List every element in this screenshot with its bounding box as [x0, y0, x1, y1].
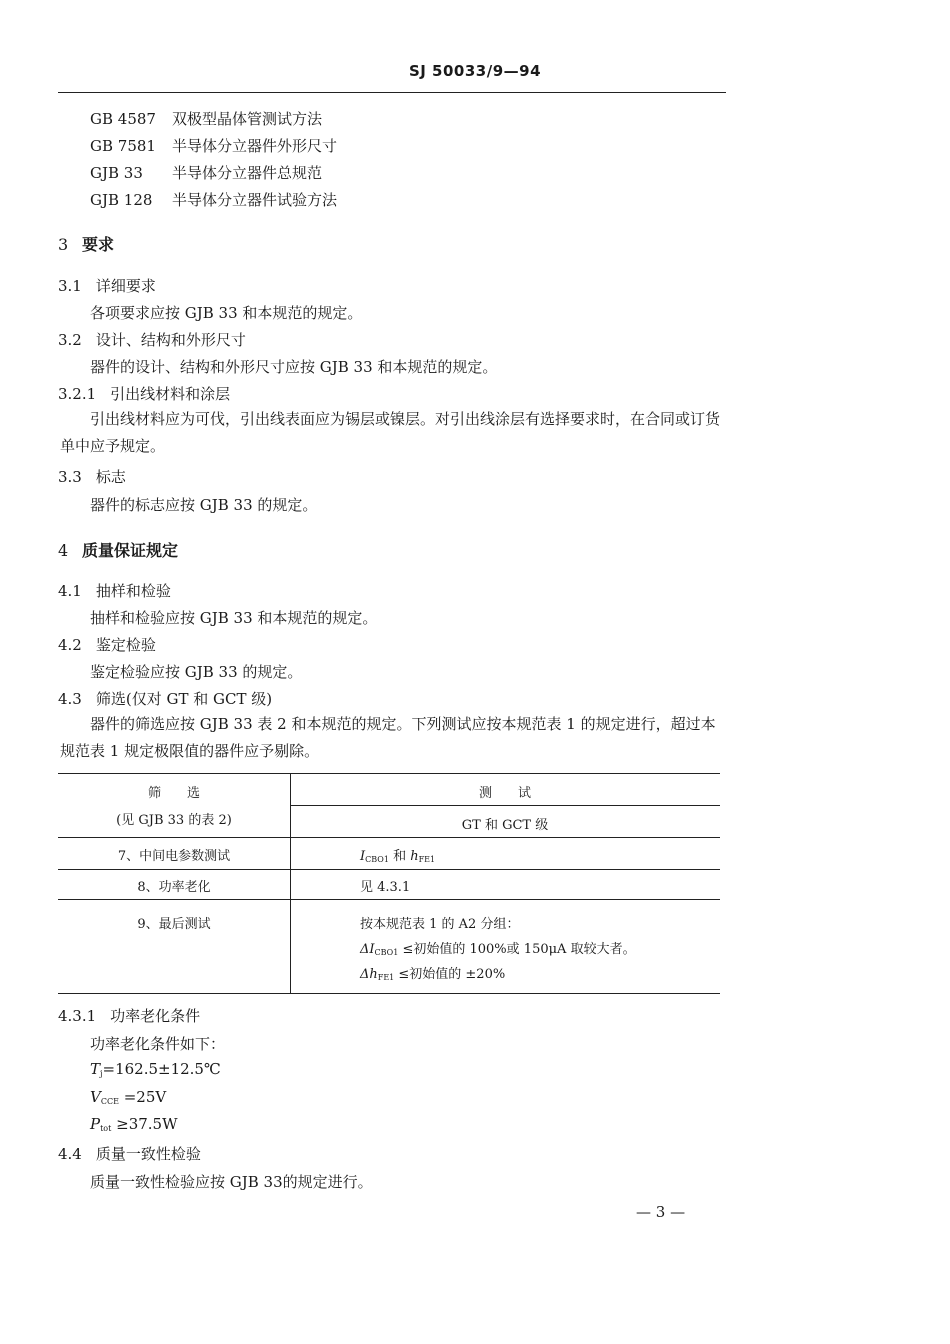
section-title: 质量一致性检验 [95, 1145, 201, 1163]
section-4-3-1-heading [58, 1005, 200, 1026]
section-4-2-body: 鉴定检验应按 GJB 33 的规定。 [90, 663, 303, 681]
page-header: SJ 50033/9—94 [408, 62, 542, 80]
section-number: 4.4 [58, 1145, 82, 1163]
section-3-2-1-body: 引出线材料应为可伐，引出线表面应为锡层或镍层。对引出线涂层有选择要求时，在合同或订货单中应予规定。 [60, 410, 721, 455]
table-rule-subheader [290, 805, 720, 806]
section-number: 4.2 [58, 636, 82, 654]
burn-in-intro: 功率老化条件如下： [90, 1035, 226, 1053]
section-4-3-heading [58, 688, 272, 709]
reference-item [90, 189, 337, 210]
section-4-1-body: 抽样和检验应按 GJB 33 和本规范的规定。 [90, 609, 378, 627]
section-4-heading [58, 538, 178, 561]
criterion: ≤初始值的 ±20% [398, 967, 506, 982]
section-title: 标志 [95, 468, 126, 486]
subscript: FE1 [418, 855, 436, 864]
table-cell-test-line1: 按本规范表 1 的 A2 分组： [360, 917, 520, 932]
reference-title: 半导体分立器件总规范 [172, 164, 323, 182]
section-3-2-heading [58, 329, 246, 350]
section-number: 3.2.1 [58, 385, 97, 403]
symbol: h [410, 849, 419, 864]
section-title: 功率老化条件 [110, 1007, 201, 1025]
section-number: 3.3 [58, 468, 82, 486]
symbol: I [360, 849, 366, 864]
symbol: P [90, 1115, 101, 1133]
section-title: 详细要求 [95, 277, 156, 295]
section-title: 设计、结构和外形尺寸 [95, 331, 246, 349]
table-rule-bottom [58, 993, 720, 994]
table-col1-subtitle: (见 GJB 33 的表 2) [116, 813, 232, 828]
table-cell-screen: 7、中间电参数测试 [117, 849, 231, 864]
table-cell-test [360, 845, 435, 864]
section-4-2-heading [58, 634, 156, 655]
symbol: V [90, 1088, 101, 1106]
junction-temperature [90, 1060, 221, 1078]
reference-title: 双极型晶体管测试方法 [172, 110, 323, 128]
criterion: ≤初始值的 100%或 150μA 取较大者。 [402, 942, 636, 957]
subscript: tot [100, 1124, 112, 1133]
page-number: — 3 — [636, 1203, 686, 1221]
section-number: 3.2 [58, 331, 82, 349]
section-4-1-heading [58, 580, 171, 601]
section-3-1-heading [58, 275, 156, 296]
reference-code: GJB 128 [90, 191, 153, 209]
section-4-3-body: 器件的筛选应按 GJB 33 表 2 和本规范的规定。下列测试应按本规范表 1 的规定进行，超过本规范表 1 规定极限值的器件应予剔除。 [60, 715, 716, 760]
table-col2-title: 测 试 [478, 786, 531, 801]
section-number: 4.1 [58, 582, 82, 600]
reference-item [90, 135, 337, 156]
section-3-2-1-heading [58, 383, 230, 404]
table-rule-row [58, 869, 720, 870]
reference-code: GJB 33 [90, 164, 143, 182]
section-number: 3 [58, 235, 69, 254]
table-col1-title: 筛 选 [147, 786, 200, 801]
section-3-1-body: 各项要求应按 GJB 33 和本规范的规定。 [90, 304, 363, 322]
subscript: CBO1 [365, 855, 389, 864]
reference-title: 半导体分立器件外形尺寸 [172, 137, 338, 155]
section-3-heading [58, 232, 114, 255]
section-4-4-body: 质量一致性检验应按 GJB 33的规定进行。 [90, 1173, 373, 1191]
section-title: 引出线材料和涂层 [110, 385, 231, 403]
subscript: CCE [100, 1097, 119, 1106]
value: =162.5±12.5℃ [102, 1060, 221, 1078]
reference-code: GB 7581 [90, 137, 156, 155]
table-cell-test-line3 [360, 963, 505, 982]
value: ≥37.5W [116, 1115, 178, 1133]
table-cell-test-line2 [360, 938, 636, 957]
section-3-3-body: 器件的标志应按 GJB 33 的规定。 [90, 496, 318, 514]
subscript: CBO1 [374, 948, 399, 957]
section-number: 3.1 [58, 277, 82, 295]
header-rule [58, 92, 726, 93]
section-title: 筛选(仅对 GT 和 GCT 级) [95, 690, 273, 708]
section-number: 4.3 [58, 690, 82, 708]
section-number: 4.3.1 [58, 1007, 97, 1025]
section-4-4-heading [58, 1143, 201, 1164]
section-title: 鉴定检验 [95, 636, 156, 654]
section-3-3-heading [58, 466, 126, 487]
value: =25V [123, 1088, 167, 1106]
reference-code: GB 4587 [90, 110, 156, 128]
total-power [90, 1115, 178, 1133]
table-rule-row [58, 899, 720, 900]
section-number: 4 [58, 541, 69, 560]
reference-item [90, 108, 322, 129]
table-column-divider [290, 773, 291, 993]
symbol: Δh [360, 967, 378, 982]
table-rule-header [58, 837, 720, 838]
symbol: ΔI [360, 942, 375, 957]
table-cell-screen: 9、最后测试 [137, 917, 211, 932]
table-col2-subtitle: GT 和 GCT 级 [461, 818, 549, 833]
reference-item [90, 162, 322, 183]
subscript: FE1 [377, 973, 395, 982]
section-title: 质量保证规定 [82, 541, 179, 560]
collector-voltage [90, 1088, 166, 1106]
section-title: 抽样和检验 [95, 582, 171, 600]
section-title: 要求 [82, 235, 115, 254]
table-cell-screen: 8、功率老化 [137, 880, 211, 895]
symbol: T [90, 1060, 101, 1078]
table-cell-test: 见 4.3.1 [360, 880, 411, 895]
table-rule-top [58, 773, 720, 774]
subscript: j [100, 1069, 103, 1078]
reference-title: 半导体分立器件试验方法 [172, 191, 338, 209]
section-3-2-body: 器件的设计、结构和外形尺寸应按 GJB 33 和本规范的规定。 [90, 358, 498, 376]
conjunction: 和 [393, 849, 407, 864]
